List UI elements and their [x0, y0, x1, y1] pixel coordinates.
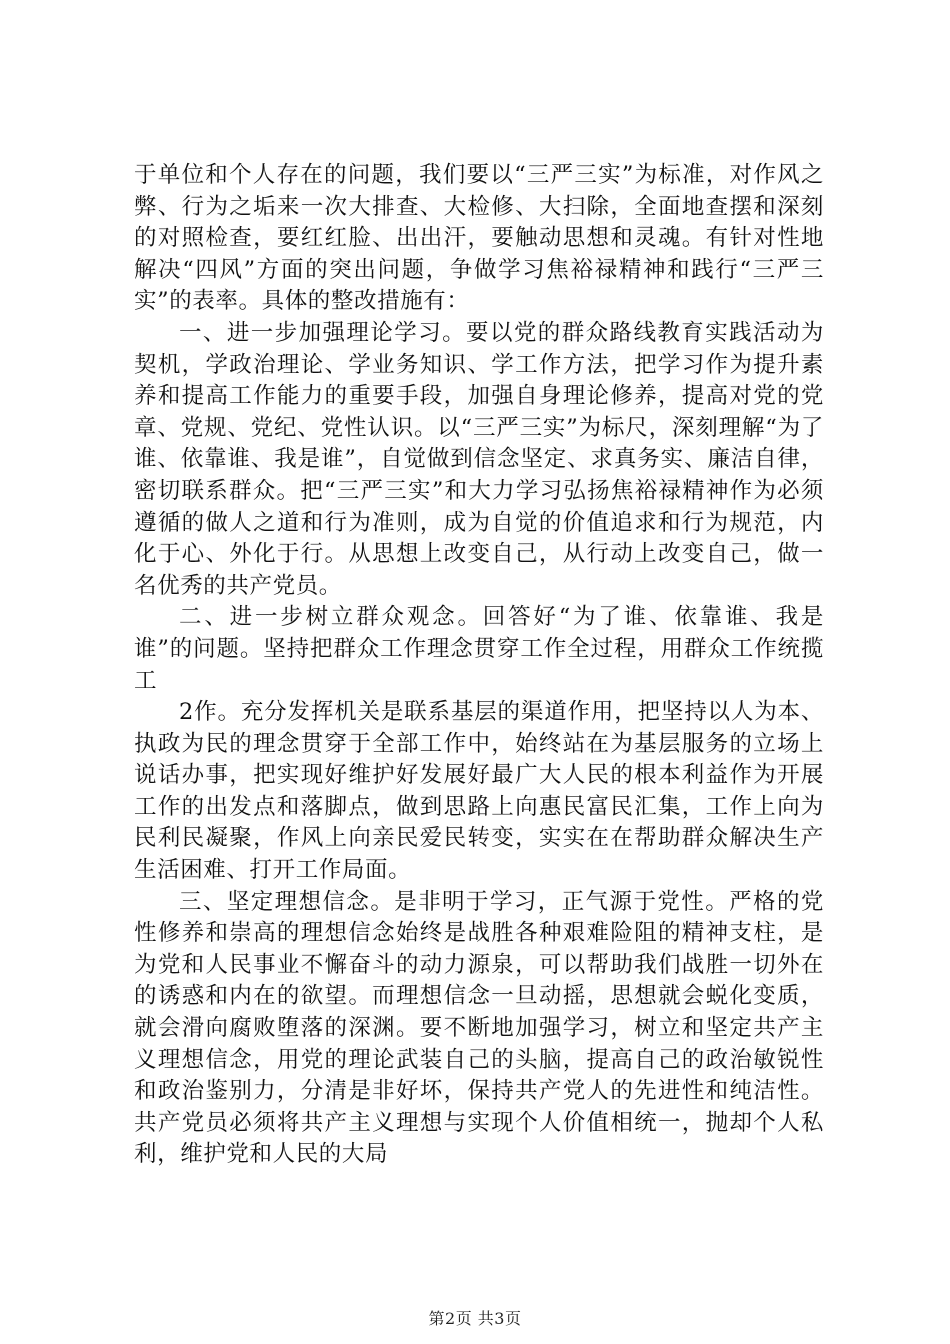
document-body — [134, 160, 824, 1171]
page-footer: 第2页 共3页 — [428, 1309, 522, 1328]
paragraph-section-two-continued: 2作。充分发挥机关是联系基层的渠道作用，把坚持以人为本、执政为民的理念贯穿于全部工作中，始终站在为基层服务的立场上说话办事，把实现好维护好发展好最广大人民的根本利益作为开展工作的出发点和落脚点，做到思路上向惠民富民汇集，工作上向为民利民凝聚，作风上向亲民爱民转变，实实在在帮助群众解决生产生活困难、打开工作局面。 — [134, 699, 824, 884]
paragraph-section-three: 三、坚定理想信念。是非明于学习，正气源于党性。严格的党性修养和崇高的理想信念始终是战胜各种艰难险阻的精神支柱，是为党和人民事业不懈奋斗的动力源泉，可以帮助我们战胜一切外在的诱惑和内在的欲望。而理想信念一旦动摇，思想就会蜕化变质，就会滑向腐败堕落的深渊。要不断地加强学习，树立和坚定共产主义理想信念，用党的理论武装自己的头脑，提高自己的政治敏锐性和政治鉴别力，分清是非好坏，保持共产党人的先进性和纯洁性。共产党员必须将共产主义理想与实现个人价值相统一，抛却个人私利，维护党和人民的大局 — [134, 888, 824, 1168]
paragraph-section-two: 二、进一步树立群众观念。回答好“为了谁、依靠谁、我是谁”的问题。坚持把群众工作理念贯穿工作全过程，用群众工作统揽工 — [134, 604, 824, 694]
paragraph-continuation: 于单位和个人存在的问题，我们要以“三严三实”为标准，对作风之弊、行为之垢来一次大排查、大检修、大扫除，全面地查摆和深刻的对照检查，要红红脸、出出汗，要触动思想和灵魂。有针对性地解决“四风”方面的突出问题，争做学习焦裕禄精神和践行“三严三实”的表率。具体的整改措施有： — [134, 162, 824, 315]
paragraph-section-one: 一、进一步加强理论学习。要以党的群众路线教育实践活动为契机，学政治理论、学业务知识、学工作方法，把学习作为提升素养和提高工作能力的重要手段，加强自身理论修养，提高对党的党章、党规、党纪、党性认识。以“三严三实”为标尺，深刻理解“为了谁、依靠谁、我是谁”，自觉做到信念坚定、求真务实、廉洁自律，密切联系群众。把“三严三实”和大力学习弘扬焦裕禄精神作为必须遵循的做人之道和行为准则，成为自觉的价值追求和行为规范，内化于心、外化于行。从思想上改变自己，从行动上改变自己，做一名优秀的共产党员。 — [134, 319, 824, 599]
